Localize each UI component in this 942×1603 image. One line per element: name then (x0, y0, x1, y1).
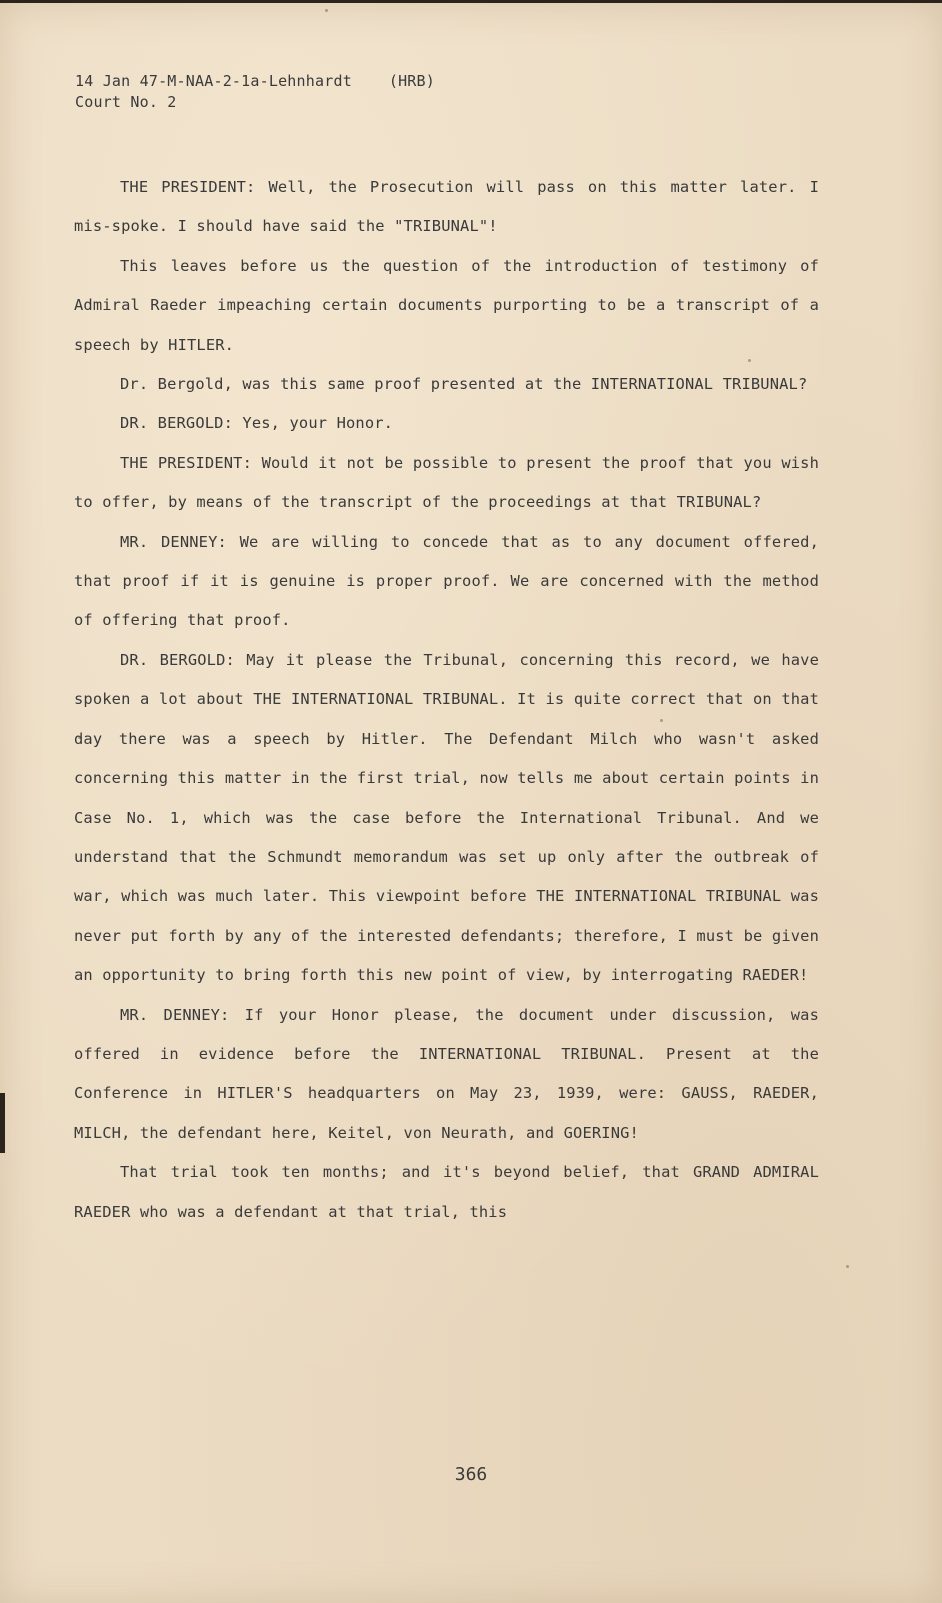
paragraph: THE PRESIDENT: Well, the Prosecution will pass on this matter later. I mis-spoke. I should have said the "TRIBUNAL"! (74, 178, 819, 236)
paragraph: DR. BERGOLD: May it please the Tribunal, concerning this record, we have spoken a lot about THE INTERNATIONAL TRIBUNAL. It is quite correct that on that day there was a speech by Hitler. The Defendant Milch who wasn't asked concerning this matter in the first trial, now tells me about certain points in Case No. 1, which was the case before the International Tribunal. And we understand that the Schmundt memorandum was set up only after the outbreak of war, which was much later. This viewpoint before THE INTERNATIONAL TRIBUNAL was never put forth by any of the interested defendants; therefore, I must be given an opportunity to bring forth this new point of view, by interrogating RAEDER! (74, 650, 819, 985)
transcript-body (74, 168, 819, 1232)
paragraph: That trial took ten months; and it's beyond belief, that GRAND ADMIRAL RAEDER who was a defendant at that trial, this (74, 1163, 819, 1221)
paper-speck (748, 359, 751, 362)
paragraph: This leaves before us the question of the introduction of testimony of Admiral Raeder impeaching certain documents purporting to be a transcript of a speech by HITLER. (74, 256, 819, 354)
paper-speck (660, 719, 663, 722)
paper-speck (325, 9, 328, 12)
paragraph: Dr. Bergold, was this same proof presented at the INTERNATIONAL TRIBUNAL? (120, 375, 808, 394)
document-header (75, 71, 435, 113)
paper-speck (846, 1265, 849, 1268)
header-reference-line: 14 Jan 47-M-NAA-2-1a-Lehnhardt (HRB) (75, 72, 435, 90)
page-number: 366 (454, 1464, 488, 1485)
header-court-line: Court No. 2 (75, 93, 177, 111)
paragraph: MR. DENNEY: We are willing to concede that as to any document offered, that proof if it is genuine is proper proof. We are concerned with the method of offering that proof. (74, 532, 819, 630)
paragraph: DR. BERGOLD: Yes, your Honor. (120, 414, 394, 433)
paragraph: MR. DENNEY: If your Honor please, the document under discussion, was offered in evidence before the INTERNATIONAL TRIBUNAL. Present at the Conference in HITLER'S headquarters on May 23, 1939, were: GAUSS, RAEDER, MILCH, the defendant here, Keitel, von Neurath, and GOERING! (74, 1005, 819, 1142)
paragraph: THE PRESIDENT: Would it not be possible to present the proof that you wish to offer, by means of the transcript of the proceedings at that TRIBUNAL? (74, 453, 819, 512)
page-edge-shadow (0, 1093, 5, 1153)
paper-speck (78, 736, 81, 739)
